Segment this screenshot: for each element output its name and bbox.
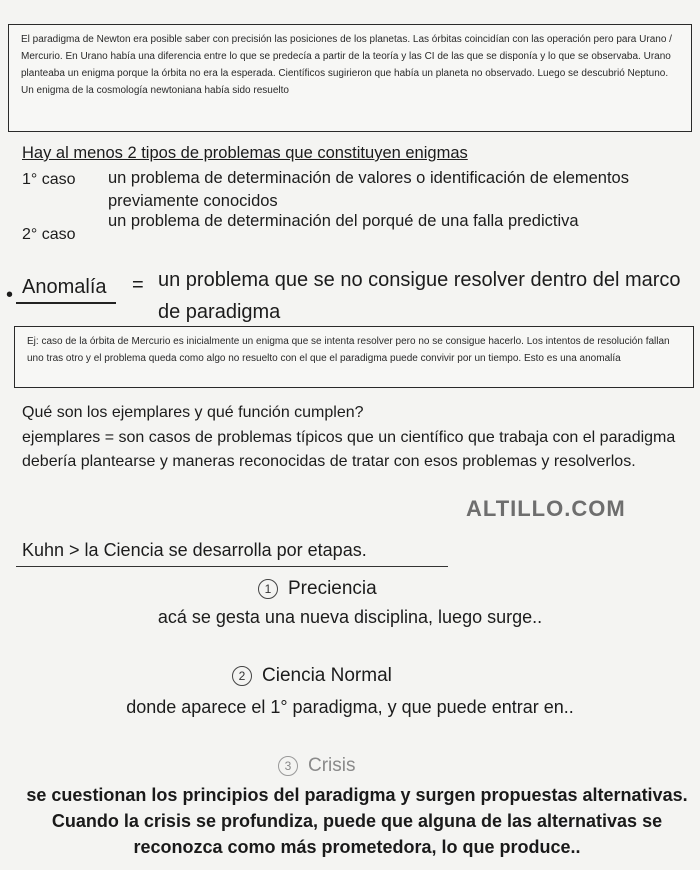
stage-2-title-text: Ciencia Normal bbox=[262, 665, 392, 686]
mercurio-example-text: Ej: caso de la órbita de Mercurio es inicialmente un enigma que se intenta resolver pero no se consigue hacerlo. Los intentos de resolución fallan uno tras otro y el problema queda como algo no resuelto con el que el paradigma puede convivir por un tiempo. Esto es una anomalía bbox=[27, 336, 670, 364]
newton-example-text: El paradigma de Newton era posible saber con precisión las posiciones de los planetas. Las órbitas coincidían con las operación pero para Urano / Mercurio. En Urano había una diferencia entre lo que se predecía a partir de la teoría y las CI de las que se disponía y lo que se observaba. Urano planteaba un enigma porque la órbita no era la esperada. Científicos sugirieron que había un planeta no observado. Luego se descubrió Neptuno. Un enigma de la cosmología newtoniana había sido resuelto bbox=[21, 34, 672, 96]
stage-3-title-text: Crisis bbox=[308, 755, 356, 776]
stage-1-title bbox=[258, 578, 377, 600]
stage-3-title bbox=[278, 755, 356, 777]
anomalia-term: Anomalía bbox=[22, 276, 107, 298]
caso2-label: 2° caso bbox=[22, 226, 76, 243]
stage-3-number-icon: 3 bbox=[278, 756, 298, 776]
caso1-label: 1° caso bbox=[22, 171, 76, 188]
caso1-text: un problema de determinación de valores o identificación de elementos previamente conocidos bbox=[108, 169, 629, 210]
ejemplares-question: Qué son los ejemplares y qué función cumplen? bbox=[22, 404, 364, 421]
anomalia-underline bbox=[16, 302, 116, 304]
kuhn-underline bbox=[16, 566, 448, 567]
mercurio-example-box bbox=[14, 326, 694, 388]
anomalia-definition: un problema que se no consigue resolver dentro del marco de paradigma bbox=[158, 269, 681, 323]
newton-example-box bbox=[8, 24, 692, 132]
ejemplares-definition: ejemplares = son casos de problemas típicos que un científico que trabaja con el paradigma debería plantearse y maneras reconocidas de tratar con esos problemas y resolverlos. bbox=[22, 429, 676, 470]
stage-2-text: donde aparece el 1° paradigma, y que puede entrar en.. bbox=[126, 697, 574, 717]
stage-2-title bbox=[232, 665, 392, 687]
anomalia-bullet: • bbox=[6, 284, 14, 306]
stage-2-number-icon: 2 bbox=[232, 666, 252, 686]
caso2-text: un problema de determinación del porqué de una falla predictiva bbox=[108, 212, 579, 230]
stage-1-number-icon: 1 bbox=[258, 579, 278, 599]
kuhn-heading: Kuhn > la Ciencia se desarrolla por etapas. bbox=[22, 540, 367, 560]
enigma-types-heading: Hay al menos 2 tipos de problemas que constituyen enigmas bbox=[22, 144, 468, 162]
stage-1-title-text: Preciencia bbox=[288, 578, 377, 599]
anomalia-equals: = bbox=[132, 274, 144, 296]
stage-3-text: se cuestionan los principios del paradigma y surgen propuestas alternativas. Cuando la crisis se profundiza, puede que alguna de las alternativas se reconozca como más prometedora, lo que produce.. bbox=[26, 785, 688, 857]
watermark: ALTILLO.COM bbox=[466, 496, 626, 521]
stage-1-text: acá se gesta una nueva disciplina, luego surge.. bbox=[157, 607, 543, 627]
